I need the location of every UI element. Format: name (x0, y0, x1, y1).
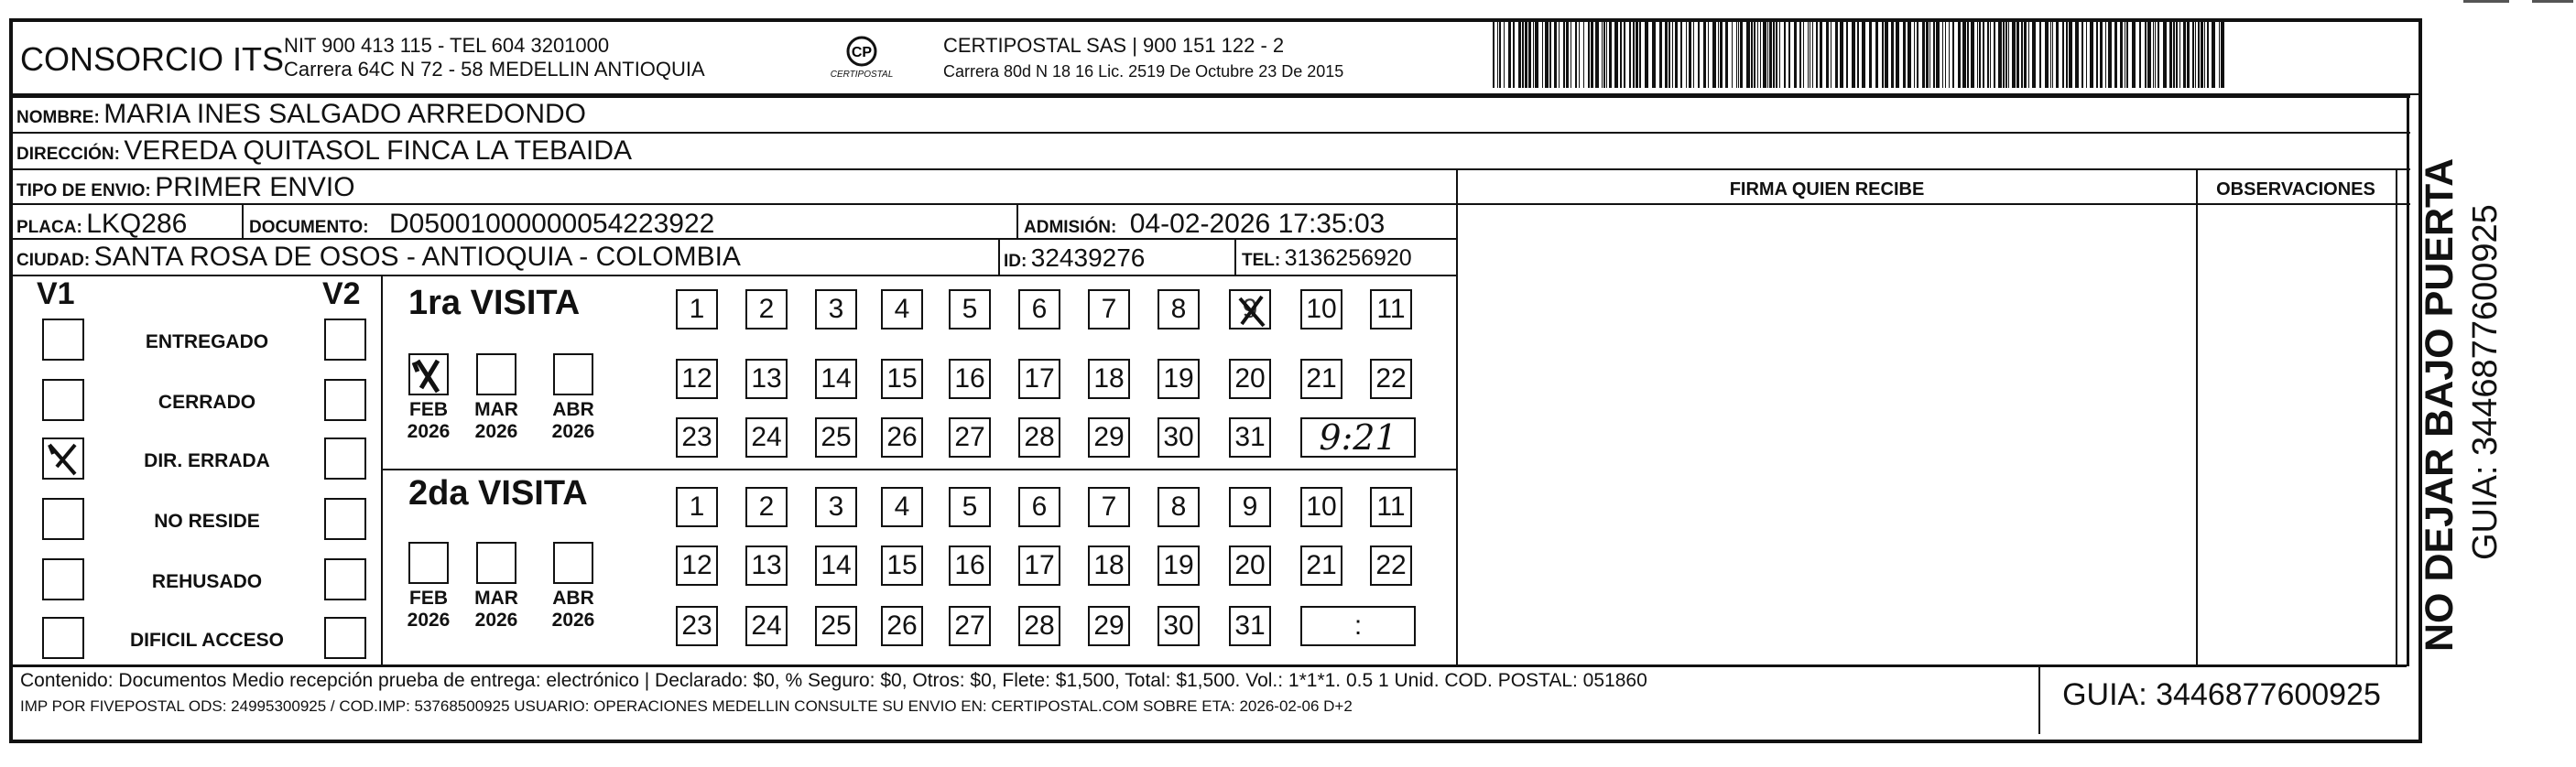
day-number: 17 (1024, 550, 1055, 580)
day-box[interactable] (676, 606, 718, 646)
month-checkbox-feb[interactable] (408, 353, 449, 395)
cross-mark-icon (1231, 291, 1273, 331)
day-box[interactable] (676, 546, 718, 586)
day-number: 16 (954, 363, 985, 394)
divider (1234, 238, 1236, 275)
recipient-name-row (16, 99, 586, 130)
second-visit-title: 2da VISITA (408, 474, 588, 513)
day-number: 25 (821, 610, 852, 641)
day-box[interactable] (881, 546, 923, 586)
barcode (1493, 20, 2225, 88)
v2-checkbox[interactable] (324, 379, 366, 421)
day-number: 23 (681, 610, 712, 641)
shipment-type-label: TIPO DE ENVIO: (16, 181, 151, 200)
month-checkbox-mar[interactable] (476, 353, 516, 395)
v1-header: V1 (37, 276, 75, 311)
month-label: FEB 2026 (407, 399, 451, 442)
day-number: 20 (1234, 550, 1266, 580)
day-box[interactable] (1158, 487, 1200, 527)
day-box[interactable] (949, 417, 991, 458)
id-row (1004, 243, 1145, 273)
day-number: 6 (1031, 492, 1048, 522)
day-number: 30 (1163, 610, 1194, 641)
day-box[interactable] (1370, 359, 1412, 399)
document-value: D05001000000054223922 (389, 209, 715, 239)
month-checkbox-abr[interactable] (553, 542, 593, 584)
side-guia: GUIA: 3446877600925 (2466, 204, 2505, 560)
plate-value: LKQ286 (86, 209, 188, 239)
day-number: 14 (821, 363, 852, 394)
day-number: 28 (1024, 610, 1055, 641)
month-checkbox-mar[interactable] (476, 542, 516, 584)
day-number: 21 (1306, 550, 1337, 580)
footer-print-info: IMP POR FIVEPOSTAL ODS: 24995300925 / COD.IMP: 53768500925 USUARIO: OPERACIONES MEDELLIN CONSULTE SU ENVIO EN: CERTIPOSTAL.COM SOBRE ETA: 2026-02-06 D+2 (20, 697, 1353, 715)
v2-checkbox[interactable] (324, 438, 366, 480)
day-box[interactable] (1370, 487, 1412, 527)
day-box[interactable] (949, 546, 991, 586)
day-number: 6 (1031, 294, 1048, 324)
footer-guia: GUIA: 3446877600925 (2062, 677, 2381, 712)
day-number: 13 (751, 550, 782, 580)
day-box[interactable] (1088, 606, 1130, 646)
day-number: 18 (1093, 550, 1125, 580)
day-box[interactable] (745, 289, 788, 329)
day-number: 2 (758, 492, 775, 522)
day-box[interactable] (881, 487, 923, 527)
v2-header: V2 (322, 276, 361, 311)
divider (1016, 203, 1018, 238)
day-box[interactable] (815, 487, 857, 527)
v1-checkbox[interactable] (42, 319, 84, 361)
svg-text:CP: CP (851, 45, 873, 60)
address-label: DIRECCIÓN: (16, 145, 120, 164)
day-box[interactable] (881, 606, 923, 646)
month-label: ABR 2026 (551, 399, 595, 442)
day-box[interactable] (1229, 289, 1271, 329)
day-box[interactable] (1300, 359, 1342, 399)
day-number: 19 (1163, 550, 1194, 580)
day-number: 28 (1024, 422, 1055, 452)
day-box[interactable] (1018, 417, 1060, 458)
day-box[interactable] (1018, 289, 1060, 329)
day-box[interactable] (1088, 487, 1130, 527)
divider (11, 238, 1456, 240)
day-box[interactable] (1300, 289, 1342, 329)
admission-value: 04-02-2026 17:35:03 (1129, 209, 1386, 239)
day-number: 10 (1306, 294, 1337, 324)
divider (381, 469, 1456, 470)
v1-checkbox[interactable] (42, 379, 84, 421)
day-number: 17 (1024, 363, 1055, 394)
day-number: 11 (1376, 294, 1406, 324)
day-box[interactable] (949, 606, 991, 646)
tel-label: TEL: (1242, 251, 1281, 270)
check-mark-icon (410, 355, 447, 394)
v1-checkbox[interactable] (42, 558, 84, 600)
status-label: DIR. ERRADA (144, 450, 270, 471)
day-box[interactable] (745, 487, 788, 527)
v2-checkbox[interactable] (324, 498, 366, 540)
status-label: CERRADO (158, 392, 256, 413)
day-number: 18 (1093, 363, 1125, 394)
month-label: ABR 2026 (551, 588, 595, 631)
divider (11, 203, 2410, 205)
v2-checkbox[interactable] (324, 319, 366, 361)
day-box[interactable] (676, 417, 718, 458)
day-box[interactable] (949, 487, 991, 527)
side-text (2418, 103, 2573, 652)
document-row (249, 209, 714, 240)
divider (1456, 168, 1458, 664)
day-box[interactable] (1370, 546, 1412, 586)
shipment-type-row (16, 172, 355, 203)
day-number: 1 (689, 294, 705, 324)
day-number: 5 (962, 294, 978, 324)
day-number: 11 (1376, 492, 1406, 522)
observaciones-header: OBSERVACIONES (2216, 179, 2375, 200)
day-number: 22 (1375, 363, 1407, 394)
day-number: 31 (1234, 422, 1266, 452)
day-box[interactable] (1088, 417, 1130, 458)
v1-checkbox[interactable] (42, 498, 84, 540)
day-box[interactable] (1158, 417, 1200, 458)
day-box[interactable] (1229, 487, 1271, 527)
status-label: NO RESIDE (154, 511, 260, 532)
day-number: 27 (954, 422, 985, 452)
address-row (16, 135, 632, 167)
day-number: 29 (1093, 422, 1125, 452)
divider (998, 238, 1000, 275)
day-number: 31 (1234, 610, 1266, 641)
day-number: 8 (1170, 294, 1187, 324)
city-label: CIUDAD: (16, 251, 91, 270)
plate-row (16, 209, 187, 240)
day-number: 26 (886, 610, 918, 641)
v2-checkbox[interactable] (324, 558, 366, 600)
certipostal-logo (821, 31, 903, 86)
day-box[interactable] (815, 359, 857, 399)
logo-text: CERTIPOSTAL (830, 70, 894, 80)
status-label: REHUSADO (151, 571, 263, 592)
day-box[interactable] (1229, 359, 1271, 399)
month-checkbox-abr[interactable] (553, 353, 593, 395)
day-box[interactable] (949, 289, 991, 329)
company-nit: NIT 900 413 115 - TEL 604 3201000 (284, 34, 610, 57)
day-number: 7 (1101, 294, 1117, 324)
no-slide-warning: NO DEJAR BAJO PUERTA (2418, 157, 2462, 652)
id-label: ID: (1004, 252, 1027, 271)
day-box[interactable] (815, 606, 857, 646)
recipient-name: MARIA INES SALGADO ARREDONDO (103, 99, 587, 129)
day-box[interactable] (1158, 289, 1200, 329)
day-box[interactable] (949, 359, 991, 399)
footer-contents: Contenido: Documentos Medio recepción prueba de entrega: electrónico | Declarado: $0, % Seguro: $0, Otros: $0, Flete: $1,500, Total: $1,500. Vol.: 1*1*1. 0.5 1 Unid. COD. POSTAL: 051860 (20, 670, 1647, 691)
city-value: SANTA ROSA DE OSOS - ANTIOQUIA - COLOMBIA (93, 242, 741, 272)
day-number: 9 (1242, 492, 1258, 522)
carrier-name: CERTIPOSTAL SAS | 900 151 122 - 2 (943, 34, 1285, 57)
day-box[interactable] (676, 289, 718, 329)
month-label: MAR 2026 (474, 399, 518, 442)
month-checkbox-feb[interactable] (408, 542, 449, 584)
day-number: 27 (954, 610, 985, 641)
document-label: DOCUMENTO: (249, 218, 369, 237)
day-box[interactable] (881, 417, 923, 458)
day-box[interactable] (1088, 546, 1130, 586)
day-number: 13 (751, 363, 782, 394)
firma-header: FIRMA QUIEN RECIBE (1729, 179, 1925, 200)
day-box[interactable] (676, 487, 718, 527)
day-number: 15 (886, 550, 918, 580)
day-box[interactable] (745, 359, 788, 399)
shipment-type: PRIMER ENVIO (155, 172, 355, 202)
divider (2196, 203, 2396, 205)
visit-time-box[interactable]: : (1300, 606, 1416, 646)
day-number: 24 (751, 610, 782, 641)
company-address: Carrera 64C N 72 - 58 MEDELLIN ANTIOQUIA (284, 58, 705, 81)
day-number: 25 (821, 422, 852, 452)
company-name: CONSORCIO ITS (20, 40, 285, 78)
day-box[interactable] (745, 606, 788, 646)
day-box[interactable] (1088, 359, 1130, 399)
divider (2407, 95, 2409, 666)
day-box[interactable] (815, 546, 857, 586)
corner-mark (2532, 0, 2573, 3)
day-box[interactable] (1229, 417, 1271, 458)
day-box[interactable] (1158, 606, 1200, 646)
day-box[interactable] (676, 359, 718, 399)
plate-label: PLACA: (16, 218, 82, 237)
divider (242, 203, 244, 238)
day-number: 30 (1163, 422, 1194, 452)
day-box[interactable] (815, 417, 857, 458)
day-number: 23 (681, 422, 712, 452)
day-box[interactable] (1370, 289, 1412, 329)
admission-row (1024, 209, 1385, 240)
day-number: 14 (821, 550, 852, 580)
day-number: 24 (751, 422, 782, 452)
recipient-address: VEREDA QUITASOL FINCA LA TEBAIDA (124, 135, 633, 166)
day-number: 29 (1093, 610, 1125, 641)
visit-time-box[interactable]: 9:21 (1300, 417, 1416, 458)
day-box[interactable] (1229, 606, 1271, 646)
day-box[interactable] (1018, 606, 1060, 646)
v1-checkbox[interactable] (42, 438, 84, 480)
id-value: 32439276 (1030, 243, 1146, 272)
day-box[interactable] (1018, 487, 1060, 527)
day-number: 3 (828, 294, 844, 324)
carrier-address: Carrera 80d N 18 16 Lic. 2519 De Octubre 23 De 2015 (943, 62, 1344, 81)
divider (11, 664, 2407, 667)
day-number: 26 (886, 422, 918, 452)
admission-label: ADMISIÓN: (1024, 218, 1117, 237)
day-number: 3 (828, 492, 844, 522)
month-label: MAR 2026 (474, 588, 518, 631)
city-row (16, 242, 741, 273)
day-number: 12 (681, 550, 712, 580)
day-box[interactable] (815, 289, 857, 329)
tel-value: 3136256920 (1284, 245, 1412, 271)
day-box[interactable] (1158, 546, 1200, 586)
day-number: 9 (1242, 294, 1258, 324)
day-number: 7 (1101, 492, 1117, 522)
day-box[interactable] (1018, 546, 1060, 586)
day-number: 1 (689, 492, 705, 522)
first-visit-title: 1ra VISITA (408, 284, 581, 322)
status-label: DIFICIL ACCESO (129, 630, 284, 651)
divider (2196, 168, 2198, 664)
day-number: 12 (681, 363, 712, 394)
day-number: 8 (1170, 492, 1187, 522)
day-number: 4 (894, 294, 910, 324)
day-number: 10 (1306, 492, 1337, 522)
day-number: 2 (758, 294, 775, 324)
day-box[interactable] (745, 546, 788, 586)
divider (11, 168, 2410, 170)
month-label: FEB 2026 (407, 588, 451, 631)
day-number: 16 (954, 550, 985, 580)
day-box[interactable] (881, 289, 923, 329)
corner-mark (2463, 0, 2509, 3)
day-box[interactable] (1158, 359, 1200, 399)
day-number: 20 (1234, 363, 1266, 394)
divider (11, 95, 2410, 98)
day-box[interactable] (1018, 359, 1060, 399)
v1-checkbox[interactable] (42, 617, 84, 659)
day-box[interactable] (1229, 546, 1271, 586)
day-number: 21 (1306, 363, 1337, 394)
day-number: 15 (886, 363, 918, 394)
day-box[interactable] (1300, 487, 1342, 527)
day-number: 4 (894, 492, 910, 522)
v2-checkbox[interactable] (324, 617, 366, 659)
day-box[interactable] (1300, 546, 1342, 586)
divider (11, 132, 2410, 134)
day-number: 5 (962, 492, 978, 522)
day-number: 22 (1375, 550, 1407, 580)
check-mark-icon (44, 439, 82, 478)
day-box[interactable] (881, 359, 923, 399)
status-label: ENTREGADO (145, 331, 269, 352)
recipient-name-label: NOMBRE: (16, 108, 100, 127)
day-box[interactable] (1088, 289, 1130, 329)
divider (11, 275, 1456, 276)
tel-row (1242, 245, 1412, 272)
day-number: 19 (1163, 363, 1194, 394)
day-box[interactable] (745, 417, 788, 458)
divider (2396, 168, 2397, 664)
